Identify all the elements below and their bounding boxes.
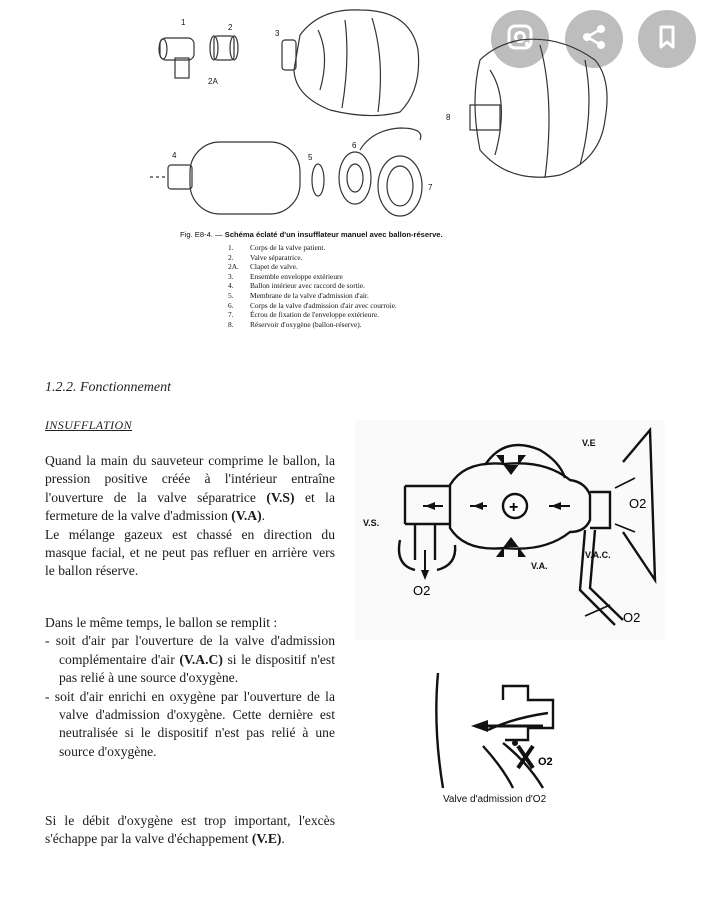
- legend-item: 3. Ensemble enveloppe extérieure: [228, 271, 343, 281]
- paragraph-insufflation: Quand la main du sauveteur comprime le ballon, la pression positive créée à l'intérieur entraîne l'ouverture de la valve séparatrice (V.S) et la fermeture de la valve d'admission (V.A). Le mélange gazeux est chassé en direction du masque facial, et ne peut pas refluer en arrière vers le ballon réserve.: [45, 452, 335, 581]
- legend-item: 2. Valve séparatrice.: [228, 252, 303, 262]
- label-vac: V.A.C.: [585, 550, 611, 560]
- legend-item: 2A. Clapet de valve.: [228, 262, 298, 272]
- paragraph-filling: Dans le même temps, le ballon se remplit : - soit d'air par l'ouverture de la valve d'admission complémentaire d'air (V.A.C) si le dispositif n'est pas relié à une source d'oxygène. - soit d'air enrichi en oxygène par l'ouverture de la valve d'admission d'oxygène. Cette dernière est neutralisée si le dispositif n'est pas relié à une source d'oxygène.: [45, 614, 335, 761]
- part-label-8: 8: [446, 113, 451, 122]
- oxygen-valve-detail: [433, 668, 583, 793]
- legend-item: 5. Membrane de la valve d'admission d'air.: [228, 290, 369, 300]
- part-label-7: 7: [428, 183, 433, 192]
- section-heading: 1.2.2. Fonctionnement: [45, 380, 171, 395]
- part-label-1: 1: [181, 18, 186, 27]
- figure-caption: Fig. E8-4. — Schéma éclaté d'un insufflateur manuel avec ballon-réserve.: [180, 230, 443, 239]
- valve-caption: Valve d'admission d'O2: [443, 794, 547, 805]
- part-label-2: 2: [228, 23, 233, 32]
- label-o2-down: O2: [413, 583, 431, 598]
- label-o2-supply: O2: [623, 610, 641, 625]
- legend-item: 6. Corps de la valve d'admission d'air avec courroie.: [228, 300, 397, 310]
- label-va: V.A.: [531, 561, 548, 571]
- part-label-4: 4: [172, 151, 177, 160]
- part-label-3: 3: [275, 29, 280, 38]
- legend-item: 1. Corps de la valve patient.: [228, 243, 326, 252]
- figure-legend: [228, 243, 397, 329]
- legend-item: 7. Écrou de fixation de l'enveloppe extérieure.: [228, 310, 379, 320]
- label-o2-valve: O2: [538, 756, 553, 768]
- plus-sign: +: [509, 499, 519, 516]
- legend-item: 8. Réservoir d'oxygène (ballon-réserve).: [228, 319, 362, 329]
- paragraph-mixture: Le mélange gazeux est chassé en direction du masque facial, et ne peut pas refluer en arrière vers le ballon réserve.: [45, 526, 335, 579]
- exploded-view-figure: [0, 0, 720, 235]
- paragraph-excess: Si le débit d'oxygène est trop important, l'excès s'échappe par la valve d'échappement (V.E).: [45, 813, 335, 847]
- insufflation-diagram: [355, 420, 665, 640]
- part-label-5: 5: [308, 153, 313, 162]
- part-label-2a: 2A: [208, 77, 218, 86]
- bullet-oxygen: - soit d'air enrichi en oxygène par l'ouverture de la valve d'admission d'oxygène. Cette dernière est neutralisée si le dispositif n'est pas relié à une source d'oxygène.: [45, 688, 335, 759]
- legend-item: 4. Ballon intérieur avec raccord de sortie.: [228, 281, 365, 291]
- part-label-6: 6: [352, 141, 357, 150]
- label-vs: V.S.: [363, 518, 380, 528]
- label-o2-mask: O2: [629, 496, 647, 511]
- label-ve: V.E: [582, 438, 596, 448]
- subsection-heading: INSUFFLATION: [45, 418, 133, 432]
- bullet-air: - soit d'air par l'ouverture de la valve d'admission complémentaire d'air (V.A.C) si le dispositif n'est pas relié à une source d'oxygène.: [45, 633, 336, 686]
